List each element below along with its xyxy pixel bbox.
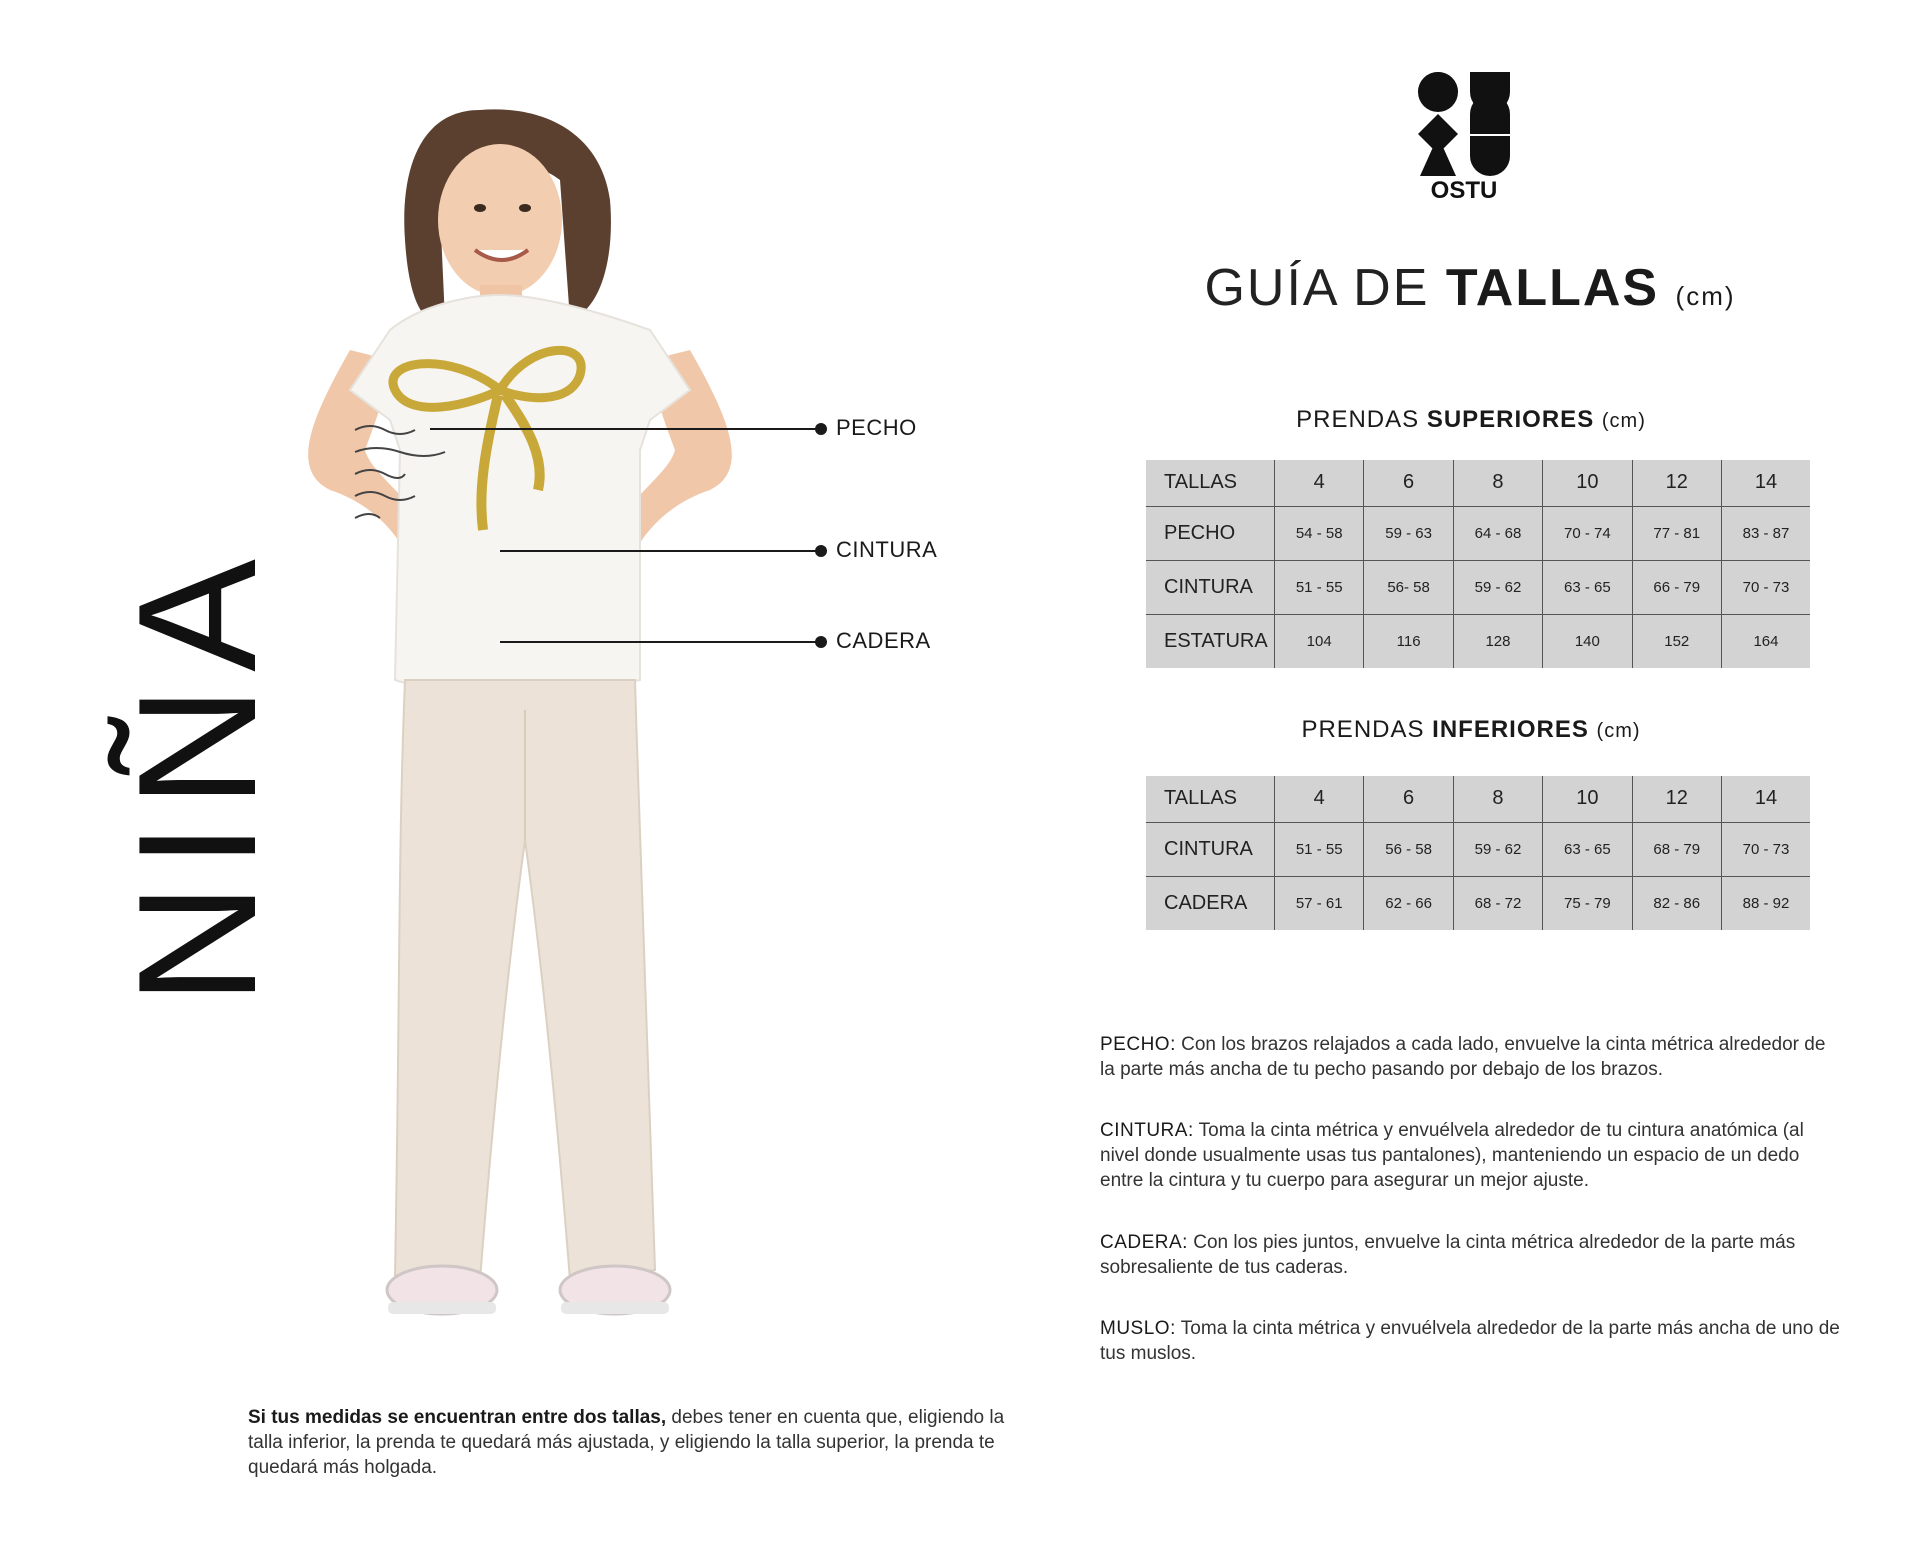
cadera-description	[1100, 1230, 1840, 1280]
table-cell: 59 - 63	[1364, 506, 1453, 560]
footnote-text: debes tener en cuenta que, eligiendo la talla inferior, la prenda te quedará más ajustada, y eligiendo la talla superior, la prenda te quedará más holgada.	[248, 1407, 1005, 1478]
description-text: Toma la cinta métrica y envuélvela alrededor de la parte más ancha de uno de tus muslos.	[1100, 1318, 1840, 1364]
table-cell: 82 - 86	[1632, 876, 1721, 930]
table-row	[1146, 506, 1810, 560]
row-label: PECHO	[1146, 506, 1275, 560]
cadera-line	[500, 641, 822, 643]
upper-title-bold: SUPERIORES	[1426, 406, 1595, 433]
table-cell: 70 - 73	[1721, 560, 1810, 614]
table-header-cell: 10	[1543, 776, 1632, 822]
table-cell: 57 - 61	[1275, 876, 1364, 930]
table-cell: 59 - 62	[1453, 822, 1542, 876]
table-header-cell: 6	[1364, 460, 1453, 506]
table-cell: 66 - 79	[1632, 560, 1721, 614]
table-cell: 70 - 74	[1543, 506, 1632, 560]
pecho-label: PECHO	[836, 415, 917, 440]
table-cell: 63 - 65	[1543, 822, 1632, 876]
table-cell: 70 - 73	[1721, 822, 1810, 876]
table-cell: 54 - 58	[1275, 506, 1364, 560]
table-header-row	[1146, 460, 1810, 506]
description-term: CINTURA:	[1100, 1120, 1194, 1141]
page-title-vertical	[103, 540, 291, 1010]
row-label: CINTURA	[1146, 560, 1275, 614]
table-cell: 63 - 65	[1543, 560, 1632, 614]
table-header-row	[1146, 776, 1810, 822]
table-cell: 77 - 81	[1632, 506, 1721, 560]
cadera-label: CADERA	[836, 628, 931, 653]
table-cell: 51 - 55	[1275, 560, 1364, 614]
brand-name: OSTU	[1430, 177, 1498, 204]
table-header-cell: 12	[1632, 460, 1721, 506]
cintura-description	[1100, 1118, 1840, 1193]
pecho-dot	[815, 423, 827, 435]
cadera-dot	[815, 636, 827, 648]
cintura-dot	[815, 545, 827, 557]
cintura-line	[500, 550, 822, 552]
description-term: CADERA:	[1100, 1232, 1188, 1253]
pecho-description	[1100, 1032, 1840, 1082]
upper-title-light: PRENDAS	[1296, 406, 1427, 433]
table-header-cell: 8	[1453, 776, 1542, 822]
table-row	[1146, 614, 1810, 668]
lower-section-title	[1146, 716, 1796, 744]
guide-title	[1160, 258, 1780, 318]
footnote-bold: Si tus medidas se encuentran entre dos tallas,	[248, 1407, 667, 1428]
table-header-cell: TALLAS	[1164, 471, 1237, 494]
table-cell: 56 - 58	[1364, 822, 1453, 876]
table-row	[1146, 876, 1810, 930]
guide-title-unit: (cm)	[1675, 281, 1736, 311]
upper-title-unit: (cm)	[1601, 410, 1646, 432]
table-cell: 140	[1543, 614, 1632, 668]
description-text: Con los pies juntos, envuelve la cinta métrica alrededor de la parte más sobresaliente de tus caderas.	[1100, 1232, 1796, 1278]
table-cell: 116	[1364, 614, 1453, 668]
table-cell: 152	[1632, 614, 1721, 668]
table-header-cell: 8	[1453, 460, 1542, 506]
table-header-cell: 4	[1275, 776, 1364, 822]
table-cell: 68 - 72	[1453, 876, 1542, 930]
table-cell: 59 - 62	[1453, 560, 1542, 614]
row-label: ESTATURA	[1146, 614, 1275, 668]
table-header-cell: 10	[1543, 460, 1632, 506]
table-header-cell: 6	[1364, 776, 1453, 822]
description-term: MUSLO:	[1100, 1318, 1176, 1339]
table-cell: 164	[1721, 614, 1810, 668]
table-cell: 64 - 68	[1453, 506, 1542, 560]
lower-title-light: PRENDAS	[1301, 716, 1433, 743]
nina-title: NIÑA	[103, 547, 291, 1005]
table-row	[1146, 560, 1810, 614]
table-cell: 128	[1453, 614, 1542, 668]
model-photo	[270, 90, 830, 1350]
lower-size-table	[1146, 776, 1810, 930]
muslo-description	[1100, 1316, 1840, 1366]
cintura-label: CINTURA	[836, 537, 938, 562]
upper-size-table	[1146, 460, 1810, 668]
table-cell: 88 - 92	[1721, 876, 1810, 930]
description-text: Con los brazos relajados a cada lado, envuelve la cinta métrica alrededor de la parte más ancha de tu pecho pasando por debajo de los brazos.	[1100, 1034, 1826, 1080]
lower-title-bold: INFERIORES	[1432, 716, 1589, 743]
brand-logo	[1416, 70, 1512, 204]
table-header-cell: TALLAS	[1164, 787, 1237, 810]
pecho-line	[430, 428, 822, 430]
guide-title-bold: TALLAS	[1445, 259, 1660, 317]
table-header-cell: 14	[1721, 776, 1810, 822]
row-label: CADERA	[1146, 876, 1275, 930]
table-cell: 104	[1275, 614, 1364, 668]
table-cell: 75 - 79	[1543, 876, 1632, 930]
table-cell: 62 - 66	[1364, 876, 1453, 930]
table-cell: 68 - 79	[1632, 822, 1721, 876]
table-cell: 83 - 87	[1721, 506, 1810, 560]
description-term: PECHO:	[1100, 1034, 1176, 1055]
table-cell: 51 - 55	[1275, 822, 1364, 876]
lower-title-unit: (cm)	[1596, 720, 1641, 742]
description-text: Toma la cinta métrica y envuélvela alrededor de tu cintura anatómica (al nivel donde usualmente usas tus pantalones), manteniendo un espacio de un dedo entre la cintura y tu cuerpo para asegurar un mejor ajuste.	[1100, 1120, 1804, 1191]
upper-section-title	[1146, 406, 1796, 434]
table-header-cell: 4	[1275, 460, 1364, 506]
row-label: CINTURA	[1146, 822, 1275, 876]
size-footnote	[248, 1405, 1008, 1480]
table-row	[1146, 822, 1810, 876]
table-header-cell: 14	[1721, 460, 1810, 506]
table-cell: 56- 58	[1364, 560, 1453, 614]
guide-title-light: GUÍA DE	[1204, 259, 1446, 317]
table-header-cell: 12	[1632, 776, 1721, 822]
